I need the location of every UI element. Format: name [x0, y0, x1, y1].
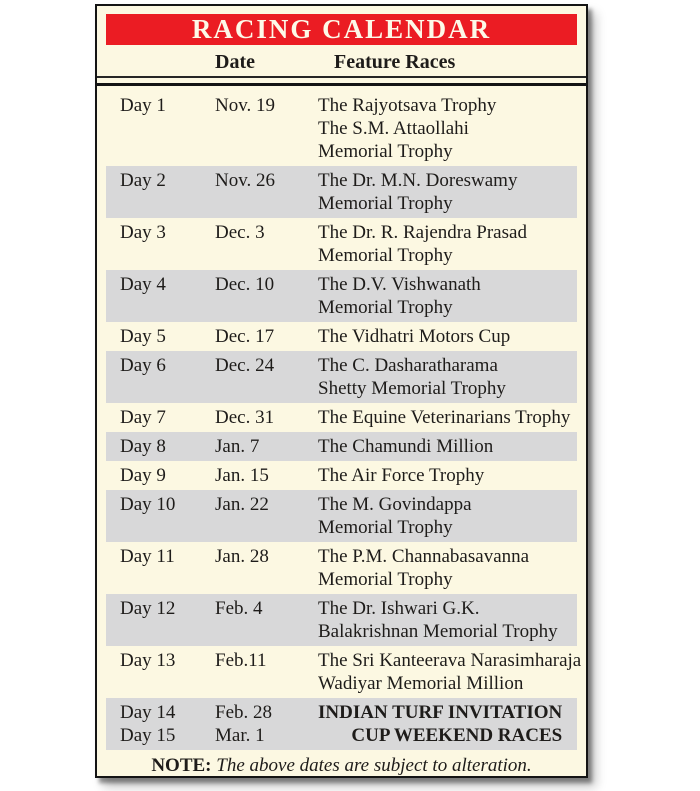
table-row-day-8: [106, 432, 577, 461]
date-cell: Nov. 19: [215, 95, 275, 116]
race-line: The Air Force Trophy: [318, 465, 485, 486]
race-line: The Vidhatri Motors Cup: [318, 326, 511, 347]
date-cell: Feb. 4: [215, 598, 263, 619]
day-cell: Day 12: [120, 598, 176, 619]
day-line: Day 15: [120, 725, 176, 746]
column-header-day: [120, 51, 215, 73]
day-cell: Day 7: [120, 407, 166, 428]
footnote: [97, 755, 586, 777]
day-cell: Day 4: [120, 274, 166, 295]
race-line: The Rajyotsava Trophy: [318, 95, 497, 116]
day-cell: Day 13: [120, 650, 176, 671]
feature-cell: [318, 94, 577, 163]
day-line: Day 14: [120, 702, 176, 723]
racing-calendar-card: [95, 4, 588, 778]
race-line: Memorial Trophy: [318, 193, 453, 214]
date-cell: Jan. 22: [215, 494, 269, 515]
race-line: Memorial Trophy: [318, 569, 453, 590]
race-line: Balakrishnan Memorial Trophy: [318, 621, 558, 642]
day-cell: Day 9: [120, 465, 166, 486]
race-line: Memorial Trophy: [318, 297, 453, 318]
race-line: The P.M. Channabasavanna: [318, 546, 530, 567]
feature-cell: [318, 221, 577, 267]
race-line: The M. Govindappa: [318, 494, 472, 515]
table-row-day-9: [106, 461, 577, 490]
table-row-day-10: [106, 490, 577, 542]
calendar-rows: [97, 91, 586, 752]
feature-cell: [318, 169, 577, 215]
feature-cell: [318, 597, 577, 643]
date-cell: Dec. 17: [215, 326, 275, 347]
table-row-day-3: [106, 218, 577, 270]
date-line: Mar. 1: [215, 725, 265, 746]
day-cell: Day 2: [120, 170, 166, 191]
table-row-day-13: [106, 646, 582, 698]
race-line: INDIAN TURF INVITATION: [318, 702, 563, 723]
table-row-day-2: [106, 166, 577, 218]
feature-cell: [318, 701, 578, 747]
table-row-day-12: [106, 594, 577, 646]
table-row-day-14-15: [106, 698, 577, 750]
date-line: Feb. 28: [215, 702, 272, 723]
column-header-row: [106, 51, 577, 73]
day-cell: Day 3: [120, 222, 166, 243]
feature-cell: [318, 406, 577, 429]
race-line: Memorial Trophy: [318, 517, 453, 538]
race-line: The Dr. Ishwari G.K.: [318, 598, 480, 619]
day-cell: Day 6: [120, 355, 166, 376]
date-cell: Nov. 26: [215, 170, 275, 191]
race-line: CUP WEEKEND RACES: [351, 725, 563, 746]
table-row-day-11: [106, 542, 577, 594]
race-line: The S.M. Attaollahi: [318, 118, 469, 139]
table-row-day-7: [106, 403, 577, 432]
race-line: Wadiyar Memorial Million: [318, 673, 524, 694]
day-cell: Day 10: [120, 494, 176, 515]
race-line: The D.V. Vishwanath: [318, 274, 481, 295]
date-cell: Jan. 15: [215, 465, 269, 486]
date-cell: Jan. 7: [215, 436, 260, 457]
race-line: The Chamundi Million: [318, 436, 494, 457]
calendar-title-banner: [106, 14, 577, 45]
race-line: The Equine Veterinarians Trophy: [318, 407, 571, 428]
footnote-text: The above dates are subject to alteration.: [216, 755, 532, 776]
table-row-day-1: [106, 91, 577, 166]
date-cell: Dec. 3: [215, 222, 265, 243]
header-rule-thin: [97, 76, 586, 78]
date-cell: Dec. 24: [215, 355, 275, 376]
feature-cell: [318, 464, 577, 487]
column-header-feature: Feature Races: [334, 51, 456, 73]
date-cell: [215, 701, 318, 747]
day-cell: Day 1: [120, 95, 166, 116]
race-line: Shetty Memorial Trophy: [318, 378, 506, 399]
race-line: The Dr. R. Rajendra Prasad: [318, 222, 527, 243]
date-cell: Dec. 10: [215, 274, 275, 295]
date-cell: Feb.11: [215, 650, 267, 671]
feature-cell: [318, 273, 577, 319]
day-cell: Day 11: [120, 546, 175, 567]
feature-cell: [318, 545, 577, 591]
day-cell: [120, 701, 215, 747]
race-line: Memorial Trophy: [318, 141, 453, 162]
race-line: The C. Dasharatharama: [318, 355, 498, 376]
race-line: The Dr. M.N. Doreswamy: [318, 170, 518, 191]
feature-cell: [318, 354, 577, 400]
header-rule-thick: [97, 83, 586, 86]
date-cell: Jan. 28: [215, 546, 269, 567]
race-line: The Sri Kanteerava Narasimharaja: [318, 650, 582, 671]
feature-cell: [318, 435, 577, 458]
footnote-label: NOTE:: [151, 755, 212, 776]
feature-cell: [318, 649, 581, 695]
day-cell: Day 8: [120, 436, 166, 457]
date-cell: Dec. 31: [215, 407, 275, 428]
table-row-day-5: [106, 322, 577, 351]
table-row-day-6: [106, 351, 577, 403]
day-cell: Day 5: [120, 326, 166, 347]
feature-cell: [318, 325, 577, 348]
column-header-date: Date: [215, 51, 255, 73]
feature-cell: [318, 493, 577, 539]
race-line: Memorial Trophy: [318, 245, 453, 266]
page-title: RACING CALENDAR: [191, 14, 492, 44]
table-row-day-4: [106, 270, 577, 322]
